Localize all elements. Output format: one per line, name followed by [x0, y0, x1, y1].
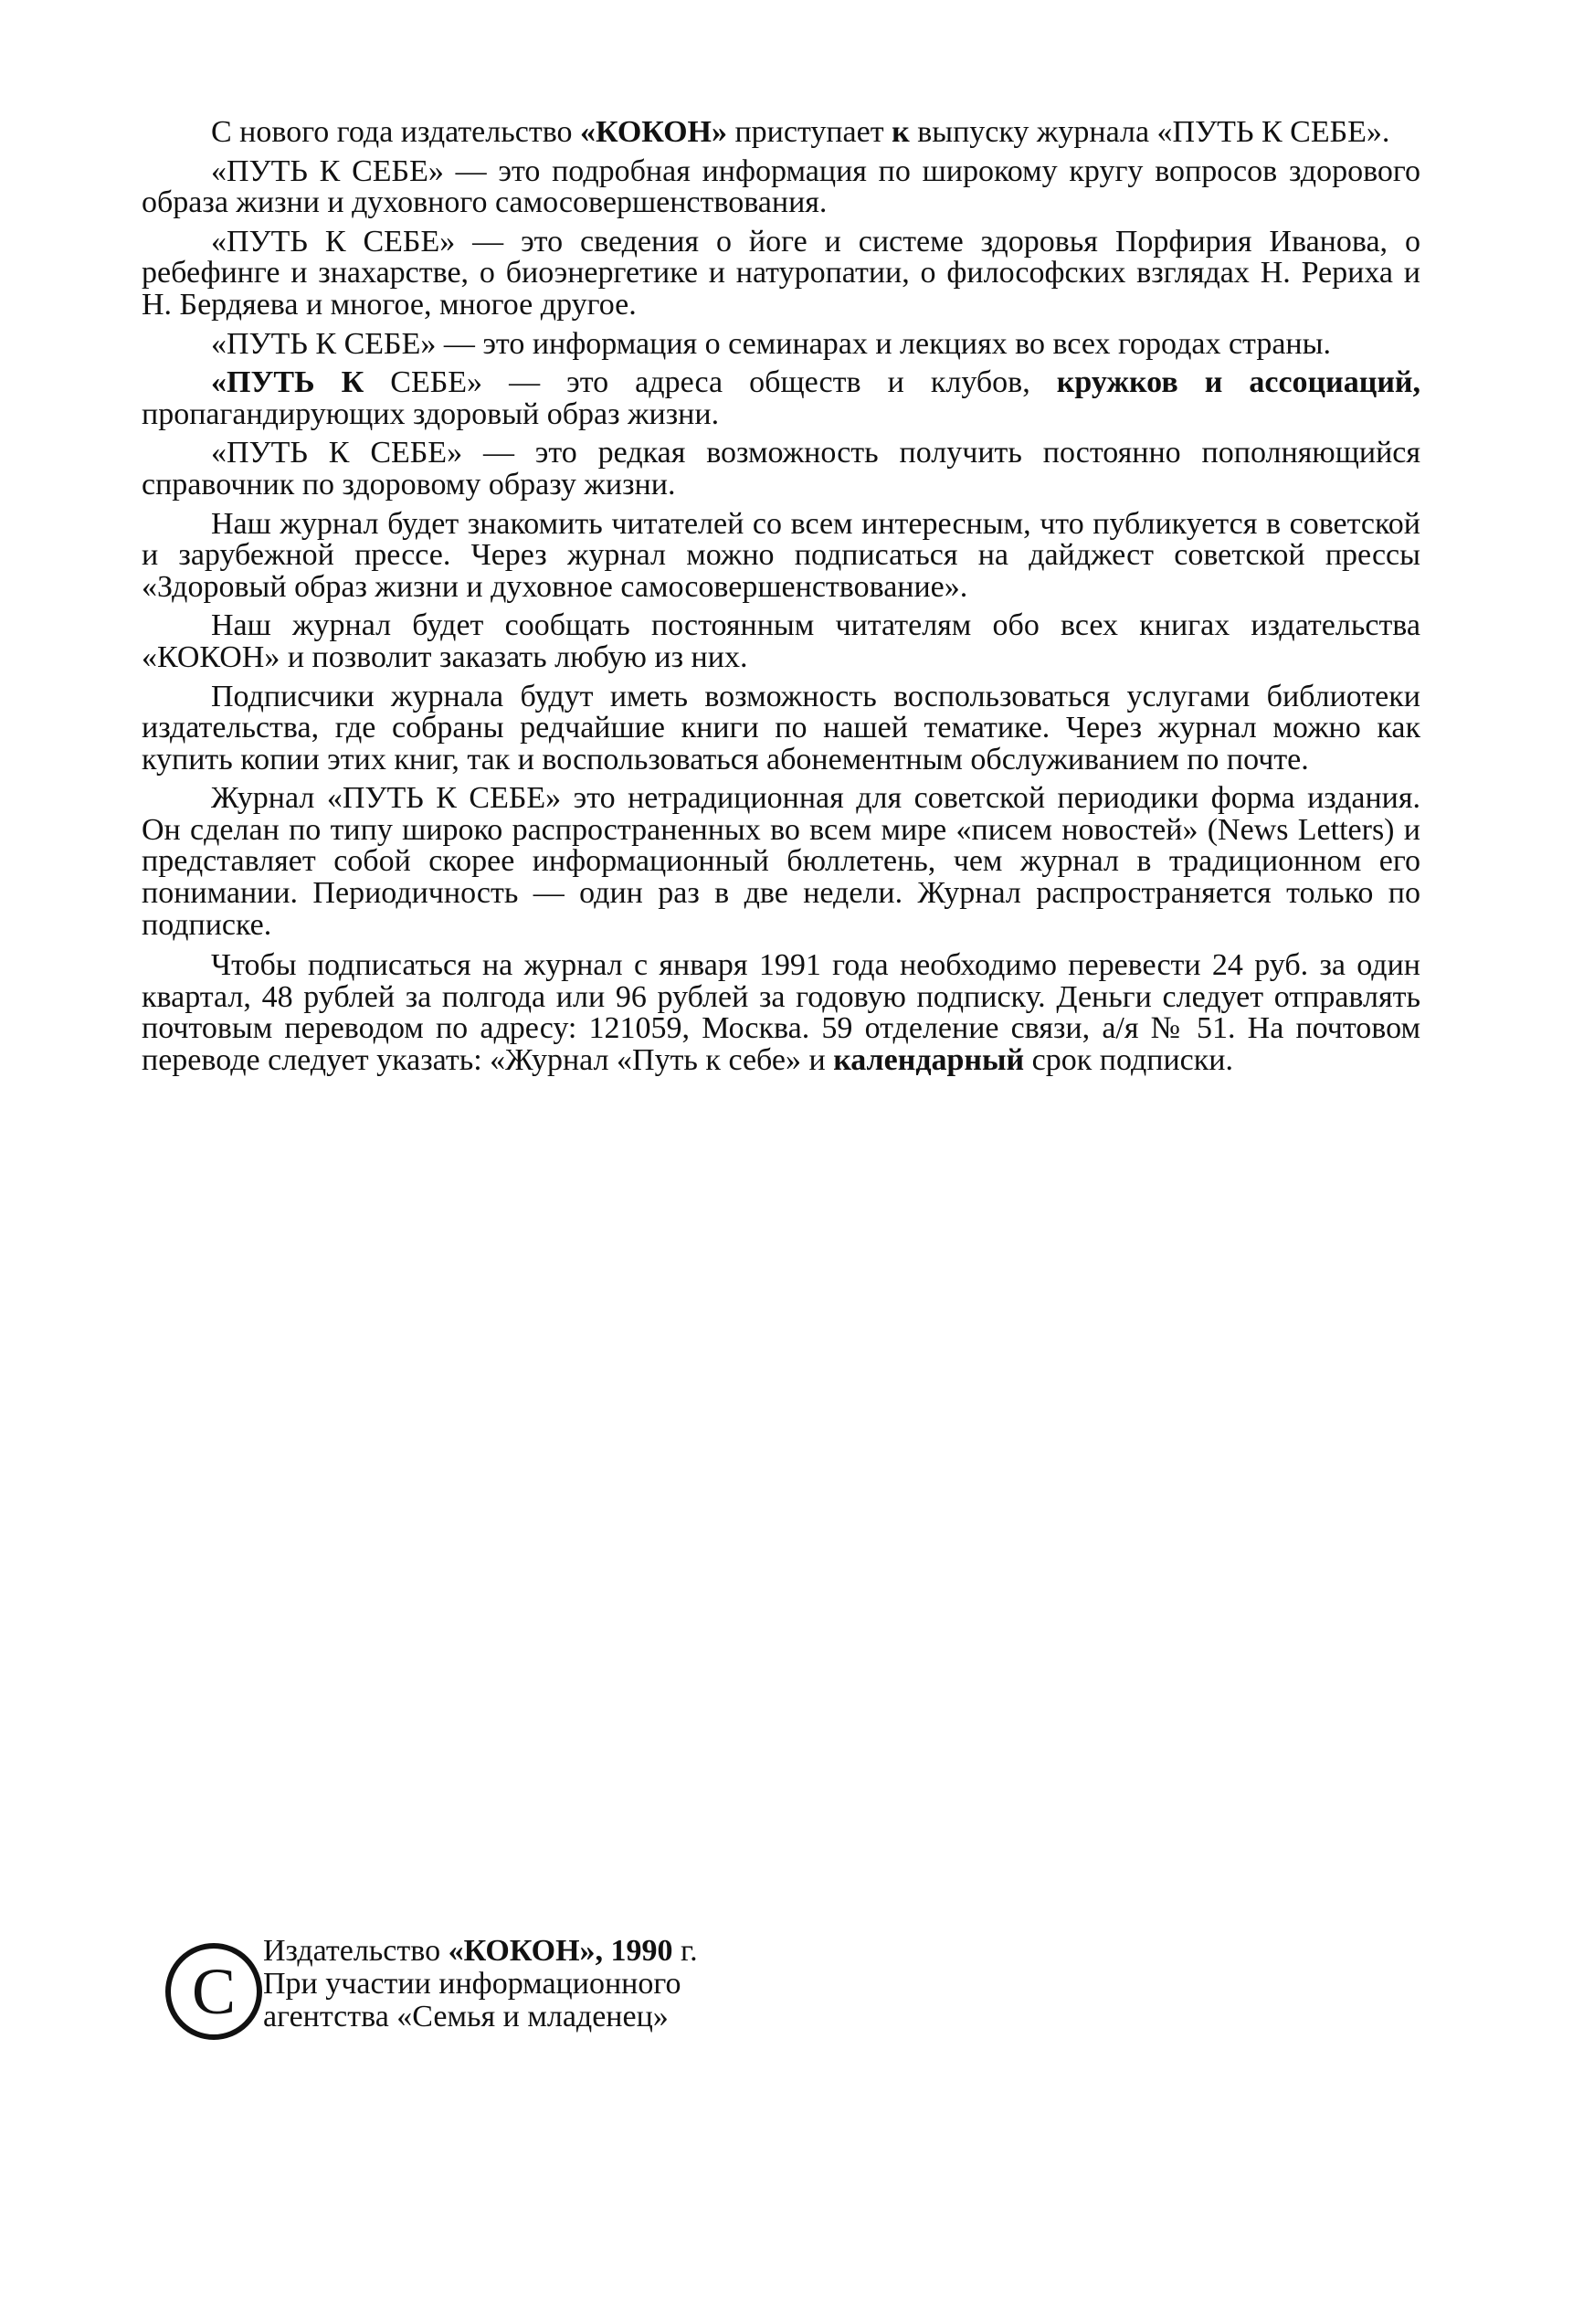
calendar-bold: календарный [833, 1043, 1025, 1078]
paragraph-library: Подписчики журнала будут иметь возможность воспользоваться услугами библиотеки издательства, где собраны редчайшие книги по нашей тематике. Через журнал можно как купить копии этих книг, так и воспользоваться абонементным обслуживанием по почте. [142, 679, 1420, 776]
copyright-lines [263, 1935, 698, 2034]
journal-name-bold: «ПУТЬ К [211, 365, 364, 400]
paragraph-reference: «ПУТЬ К СЕБЕ» — это редкая возможность получить постоянно пополняющийся справочник по здоровому образу жизни. [142, 436, 1420, 502]
clubs-bold: кружков и ассоциаций, [1056, 365, 1420, 400]
paragraph-seminars: «ПУТЬ К СЕБЕ» — это информация о семинарах и лекциях во всех городах страны. [211, 326, 1331, 361]
copyright-block [155, 1935, 850, 2063]
paragraph-addresses [142, 367, 1420, 430]
copyright-letter: C [191, 1955, 237, 2028]
paragraph-format: Журнал «ПУТЬ К СЕБЕ» это нетрадиционная для советской периодики форма издания. Он сделан по типу широко распространенных во всем мире «писем новостей» (News Letters) и представляет собой скорее информационный бюллетень, чем журнал в традиционном его понимании. Периодичность — один раз в две недели. Журнал распространяется только по подписке. [142, 781, 1420, 942]
addresses-text: СЕБЕ» — это адреса обществ и клубов, [364, 365, 1057, 400]
intro-text-mid: приступает [726, 115, 892, 149]
publisher-name: «КОКОН» [580, 115, 727, 149]
paragraph-subscription [142, 950, 1420, 1076]
copyright-line-agency: агентства «Семья и младенец» [263, 2000, 669, 2034]
document-body [142, 117, 1420, 1084]
paragraph-topics: «ПУТЬ К СЕБЕ» — это сведения о йоге и системе здоровья Порфирия Иванова, о ребефинге и знахарстве, о биоэнергетике и натуропатии, о философских взглядах Н. Рериха и Н. Бердяева и многое, многое другое. [142, 224, 1420, 322]
intro-text-end: выпуску журнала «ПУТЬ К СЕБЕ». [909, 115, 1390, 149]
intro-text-start: С нового года издательство [211, 115, 581, 149]
copyright-year: 1990 [610, 1934, 673, 1968]
addresses-text-end: пропагандирующих здоровый образ жизни. [142, 396, 720, 431]
subscription-text: Чтобы подписаться на журнал с января 1991 года необходимо перевести 24 руб. за один квартал, 48 рублей за полгода или 96 рублей за годовую подписку. Деньги следует отправлять почтовым переводом по адресу: 121059, Москва. 59 отделение связи, а/я № 51. На почтовом переводе следует указать: «Журнал «Путь к себе» и [142, 948, 1420, 1078]
intro-preposition: к [892, 115, 910, 149]
copyright-line-participation: При участии информационного [263, 1967, 681, 2001]
paragraph-press: Наш журнал будет знакомить читателей со всем интересным, что публикуется в советской и зарубежной прессе. Через журнал можно подписаться на дайджест советской прессы «Здоровый образ жизни и духовное самосовершенствование». [142, 506, 1420, 604]
copyright-line-publisher: Издательство «КОКОН», 1990 г. [263, 1934, 698, 1968]
paragraph-intro [142, 117, 1420, 149]
subscription-text-end: срок подписки. [1024, 1043, 1233, 1078]
copyright-icon [163, 1940, 265, 2043]
paragraph-books: Наш журнал будет сообщать постоянным читателям обо всех книгах издательства «КОКОН» и позволит заказать любую из них. [142, 608, 1420, 674]
copyright-publisher-name: «КОКОН», [448, 1934, 604, 1968]
paragraph-info: «ПУТЬ К СЕБЕ» — это подробная информация по широкому кругу вопросов здорового образа жизни и духовного самосовершенствования. [142, 153, 1420, 220]
